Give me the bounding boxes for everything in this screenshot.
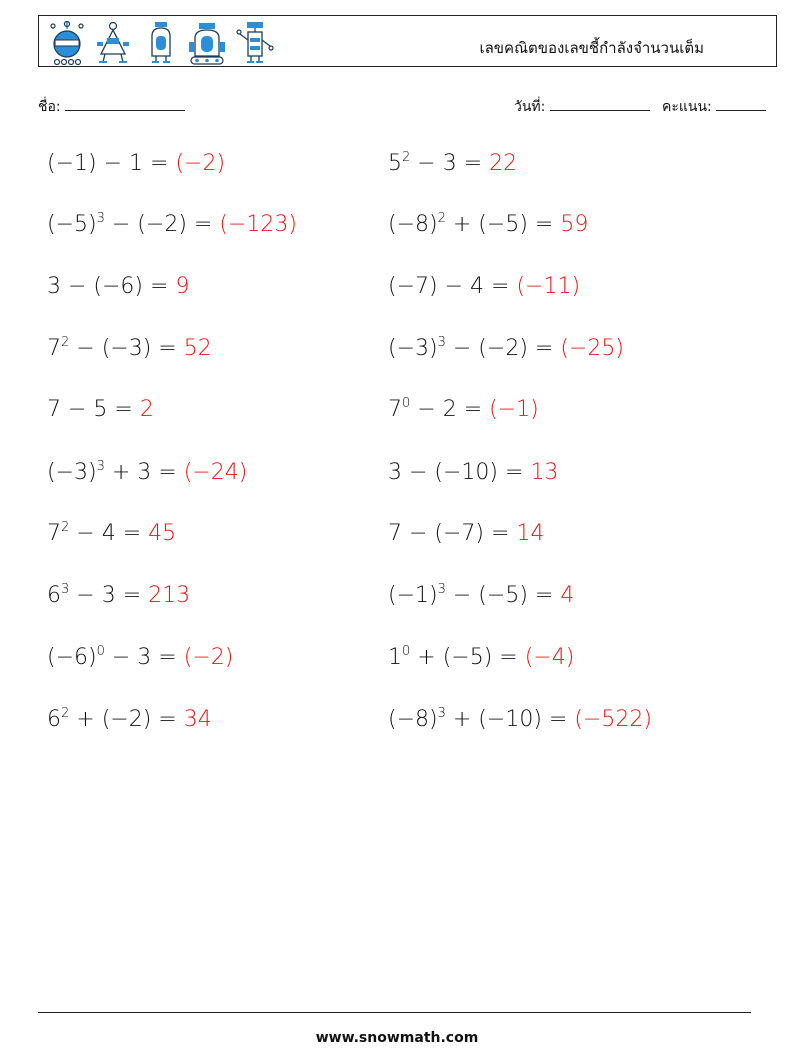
problem-base: (−5) xyxy=(47,212,97,237)
problem-exponent: 2 xyxy=(402,150,411,165)
robot-tank-icon xyxy=(187,20,227,66)
problem-answer: (−24) xyxy=(183,460,248,485)
problem-answer: (−2) xyxy=(175,151,226,176)
problem-answer: 52 xyxy=(183,336,212,361)
problem-rest: − 3 = xyxy=(104,645,184,670)
problem-base: 7 xyxy=(388,397,402,422)
problem-exponent: 0 xyxy=(96,644,105,659)
worksheet-header xyxy=(38,15,777,67)
problem-answer: 45 xyxy=(148,521,177,546)
problem-base: (−6) xyxy=(47,645,97,670)
problem-base: 1 xyxy=(388,645,402,670)
problem-exponent: 2 xyxy=(61,706,70,721)
problem-base: (−1) xyxy=(388,583,438,608)
problem-exponent: 0 xyxy=(402,644,411,659)
problem-rest: + (−2) = xyxy=(69,707,184,732)
problem-item xyxy=(388,523,544,545)
problem-answer: (−25) xyxy=(560,336,624,361)
problem-item xyxy=(47,706,212,732)
problem-exponent: 3 xyxy=(437,706,446,721)
problem-rest: − (−2) = xyxy=(445,336,561,361)
name-field xyxy=(38,96,185,118)
problem-item xyxy=(47,582,191,608)
problem-answer: (−2) xyxy=(183,645,234,670)
problem-answer: 14 xyxy=(516,521,545,546)
problem-rest: + (−5) = xyxy=(445,212,561,237)
problem-rest: = xyxy=(498,460,531,485)
problem-base: (−7) xyxy=(388,274,438,299)
problem-item xyxy=(388,396,539,422)
problem-base: (−1) xyxy=(47,151,97,176)
date-label: วันที่: xyxy=(514,99,546,115)
problem-base: 3 − (−6) xyxy=(47,274,144,299)
problem-base: 7 xyxy=(47,336,61,361)
problem-item xyxy=(47,153,225,175)
problem-item xyxy=(47,211,297,237)
problem-item xyxy=(47,644,234,670)
problem-rest: − 3 = xyxy=(69,583,149,608)
problem-answer: 9 xyxy=(175,274,190,299)
problem-rest: = xyxy=(484,521,517,546)
problem-item xyxy=(47,335,212,361)
score-field xyxy=(662,96,766,118)
problem-answer: 213 xyxy=(148,583,191,608)
problem-exponent: 3 xyxy=(437,335,446,350)
problem-rest: − 2 = xyxy=(410,397,490,422)
score-label: คะแนน: xyxy=(662,99,712,115)
problem-exponent: 2 xyxy=(61,520,70,535)
problem-rest: + (−10) = xyxy=(445,707,575,732)
problem-rest: − 1 = xyxy=(96,151,176,176)
problem-rest: = xyxy=(143,274,176,299)
name-blank[interactable] xyxy=(65,96,185,111)
problem-rest: − (−3) = xyxy=(69,336,184,361)
problem-exponent: 2 xyxy=(437,211,446,226)
problem-rest: + 3 = xyxy=(104,460,184,485)
problem-item xyxy=(388,462,558,484)
problem-exponent: 3 xyxy=(437,582,446,597)
problem-answer: 13 xyxy=(530,460,559,485)
robot-tall-icon xyxy=(235,20,275,66)
problem-item xyxy=(388,335,624,361)
problem-exponent: 3 xyxy=(96,211,105,226)
problem-answer: 22 xyxy=(489,151,518,176)
problem-answer: 34 xyxy=(183,707,212,732)
problem-base: (−3) xyxy=(388,336,438,361)
problem-item xyxy=(388,582,575,608)
problem-base: 5 xyxy=(388,151,402,176)
problem-item xyxy=(47,399,154,421)
problem-rest: − (−2) = xyxy=(104,212,220,237)
date-field xyxy=(514,96,650,118)
problem-base: 7 xyxy=(47,521,61,546)
problem-rest: = xyxy=(107,397,140,422)
problem-exponent: 3 xyxy=(96,459,105,474)
problem-answer: (−4) xyxy=(524,645,575,670)
problem-exponent: 3 xyxy=(61,582,70,597)
problem-item xyxy=(388,276,580,298)
problem-item xyxy=(388,644,575,670)
problem-base: 6 xyxy=(47,583,61,608)
problem-exponent: 0 xyxy=(402,396,411,411)
problem-rest: − 3 = xyxy=(410,151,490,176)
problem-item xyxy=(47,520,177,546)
problem-base: 3 − (−10) xyxy=(388,460,499,485)
footer-divider xyxy=(38,1012,751,1013)
problem-item xyxy=(388,150,518,176)
problem-item xyxy=(47,459,248,485)
problem-base: 7 − (−7) xyxy=(388,521,485,546)
problem-rest: − 4 = xyxy=(437,274,517,299)
robot-capsule-icon xyxy=(141,20,181,66)
problem-answer: (−1) xyxy=(489,397,539,422)
problem-rest: − 4 = xyxy=(69,521,149,546)
problem-exponent: 2 xyxy=(61,335,70,350)
problem-answer: (−11) xyxy=(516,274,581,299)
problem-answer: 2 xyxy=(139,397,154,422)
worksheet-title: เลขคณิตของเลขชี้กำลังจำนวนเต็ม xyxy=(479,39,704,57)
problem-base: (−3) xyxy=(47,460,97,485)
robot-round-icon xyxy=(47,20,87,66)
problem-item xyxy=(388,706,652,732)
problem-answer: (−123) xyxy=(219,212,297,237)
problem-base: (−8) xyxy=(388,707,438,732)
date-blank[interactable] xyxy=(550,96,650,111)
problem-answer: 4 xyxy=(560,583,575,608)
problem-base: (−8) xyxy=(388,212,438,237)
score-blank[interactable] xyxy=(716,96,766,111)
problem-item xyxy=(388,211,589,237)
name-label: ชื่อ: xyxy=(38,99,61,115)
robot-triangle-icon xyxy=(93,20,133,66)
problem-rest: − (−5) = xyxy=(445,583,561,608)
problem-answer: 59 xyxy=(560,212,589,237)
problem-rest: + (−5) = xyxy=(410,645,525,670)
problem-base: 7 − 5 xyxy=(47,397,108,422)
problem-answer: (−522) xyxy=(574,707,652,732)
footer-website[interactable]: www.snowmath.com xyxy=(315,1030,479,1046)
problem-base: 6 xyxy=(47,707,61,732)
problem-item xyxy=(47,276,189,298)
